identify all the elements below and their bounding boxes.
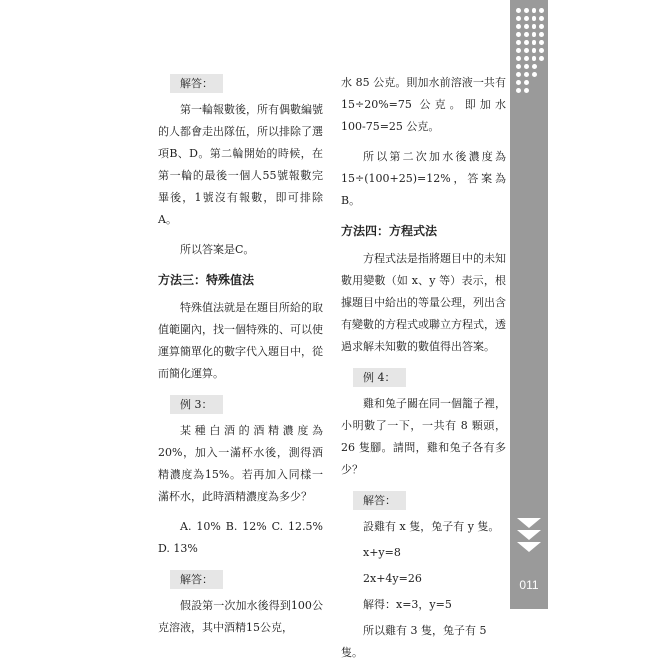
answer-tag: 解答： <box>170 74 223 93</box>
paragraph: 特殊值法就是在題目所給的取值範圍內，找一個特殊的、可以使運算簡單化的數字代入題目中，從而簡化運算。 <box>158 301 323 380</box>
solution-line: 所以雞有 3 隻，兔子有 5 隻。 <box>341 624 487 659</box>
equation-line: 2x+4y=26 <box>363 572 422 585</box>
answer-tag: 解答： <box>353 491 406 510</box>
paragraph: 方程式法是指將題目中的未知數用變數（如 x、y 等）表示，根據題目中給出的等量公理，列出含有變數的方程式或聯立方程式，透過求解未知數的數值得出答案。 <box>341 252 506 353</box>
equation-line: x+y=8 <box>363 546 401 559</box>
answer-tag: 解答： <box>170 570 223 589</box>
example-tag: 例 4： <box>353 368 406 387</box>
options-line: A. 10% B. 12% C. 12.5% D. 13% <box>158 520 323 555</box>
paragraph: 第一輪報數後，所有偶數編號的人都會走出隊伍，所以排除了選項B、D。第二輪開始的時候，在第一輪的最後一個人55號報數完畢後，1號沒有報數，即可排除A。 <box>158 103 323 226</box>
solution-line: 設雞有 x 隻，兔子有 y 隻。 <box>363 520 500 533</box>
paragraph: 所以答案是C。 <box>180 243 255 256</box>
paragraph: 水 85 公克。則加水前溶液一共有 15÷20%=75 公克。即加水 100-75=25 公克。 <box>341 76 506 133</box>
side-band <box>510 0 548 609</box>
paragraph: 假設第一次加水後得到100公克溶液，其中酒精15公克， <box>158 599 323 634</box>
paragraph: 雞和兔子關在同一個籠子裡，小明數了一下，一共有 8 顆頭，26 隻腳。請問，雞和兔子各有多少？ <box>341 397 506 476</box>
left-column <box>158 72 323 647</box>
section-heading-method4: 方法四：方程式法 <box>341 224 438 238</box>
example-tag: 例 3： <box>170 395 223 414</box>
chevron-down-icon <box>517 518 541 554</box>
solution-line: 解得：x=3，y=5 <box>363 598 452 611</box>
paragraph: 所以第二次加水後濃度為15÷(100+25)=12%，答案為B。 <box>341 150 506 207</box>
paragraph: 某種白酒的酒精濃度為 20%，加入一滿杯水後，測得酒精濃度為15%。若再加入同樣一滿杯水，此時酒精濃度為多少？ <box>158 424 323 503</box>
dot-pattern-decoration <box>516 8 544 96</box>
section-heading-method3: 方法三：特殊值法 <box>158 273 255 287</box>
right-column <box>341 72 506 668</box>
page-number: 011 <box>519 578 539 592</box>
